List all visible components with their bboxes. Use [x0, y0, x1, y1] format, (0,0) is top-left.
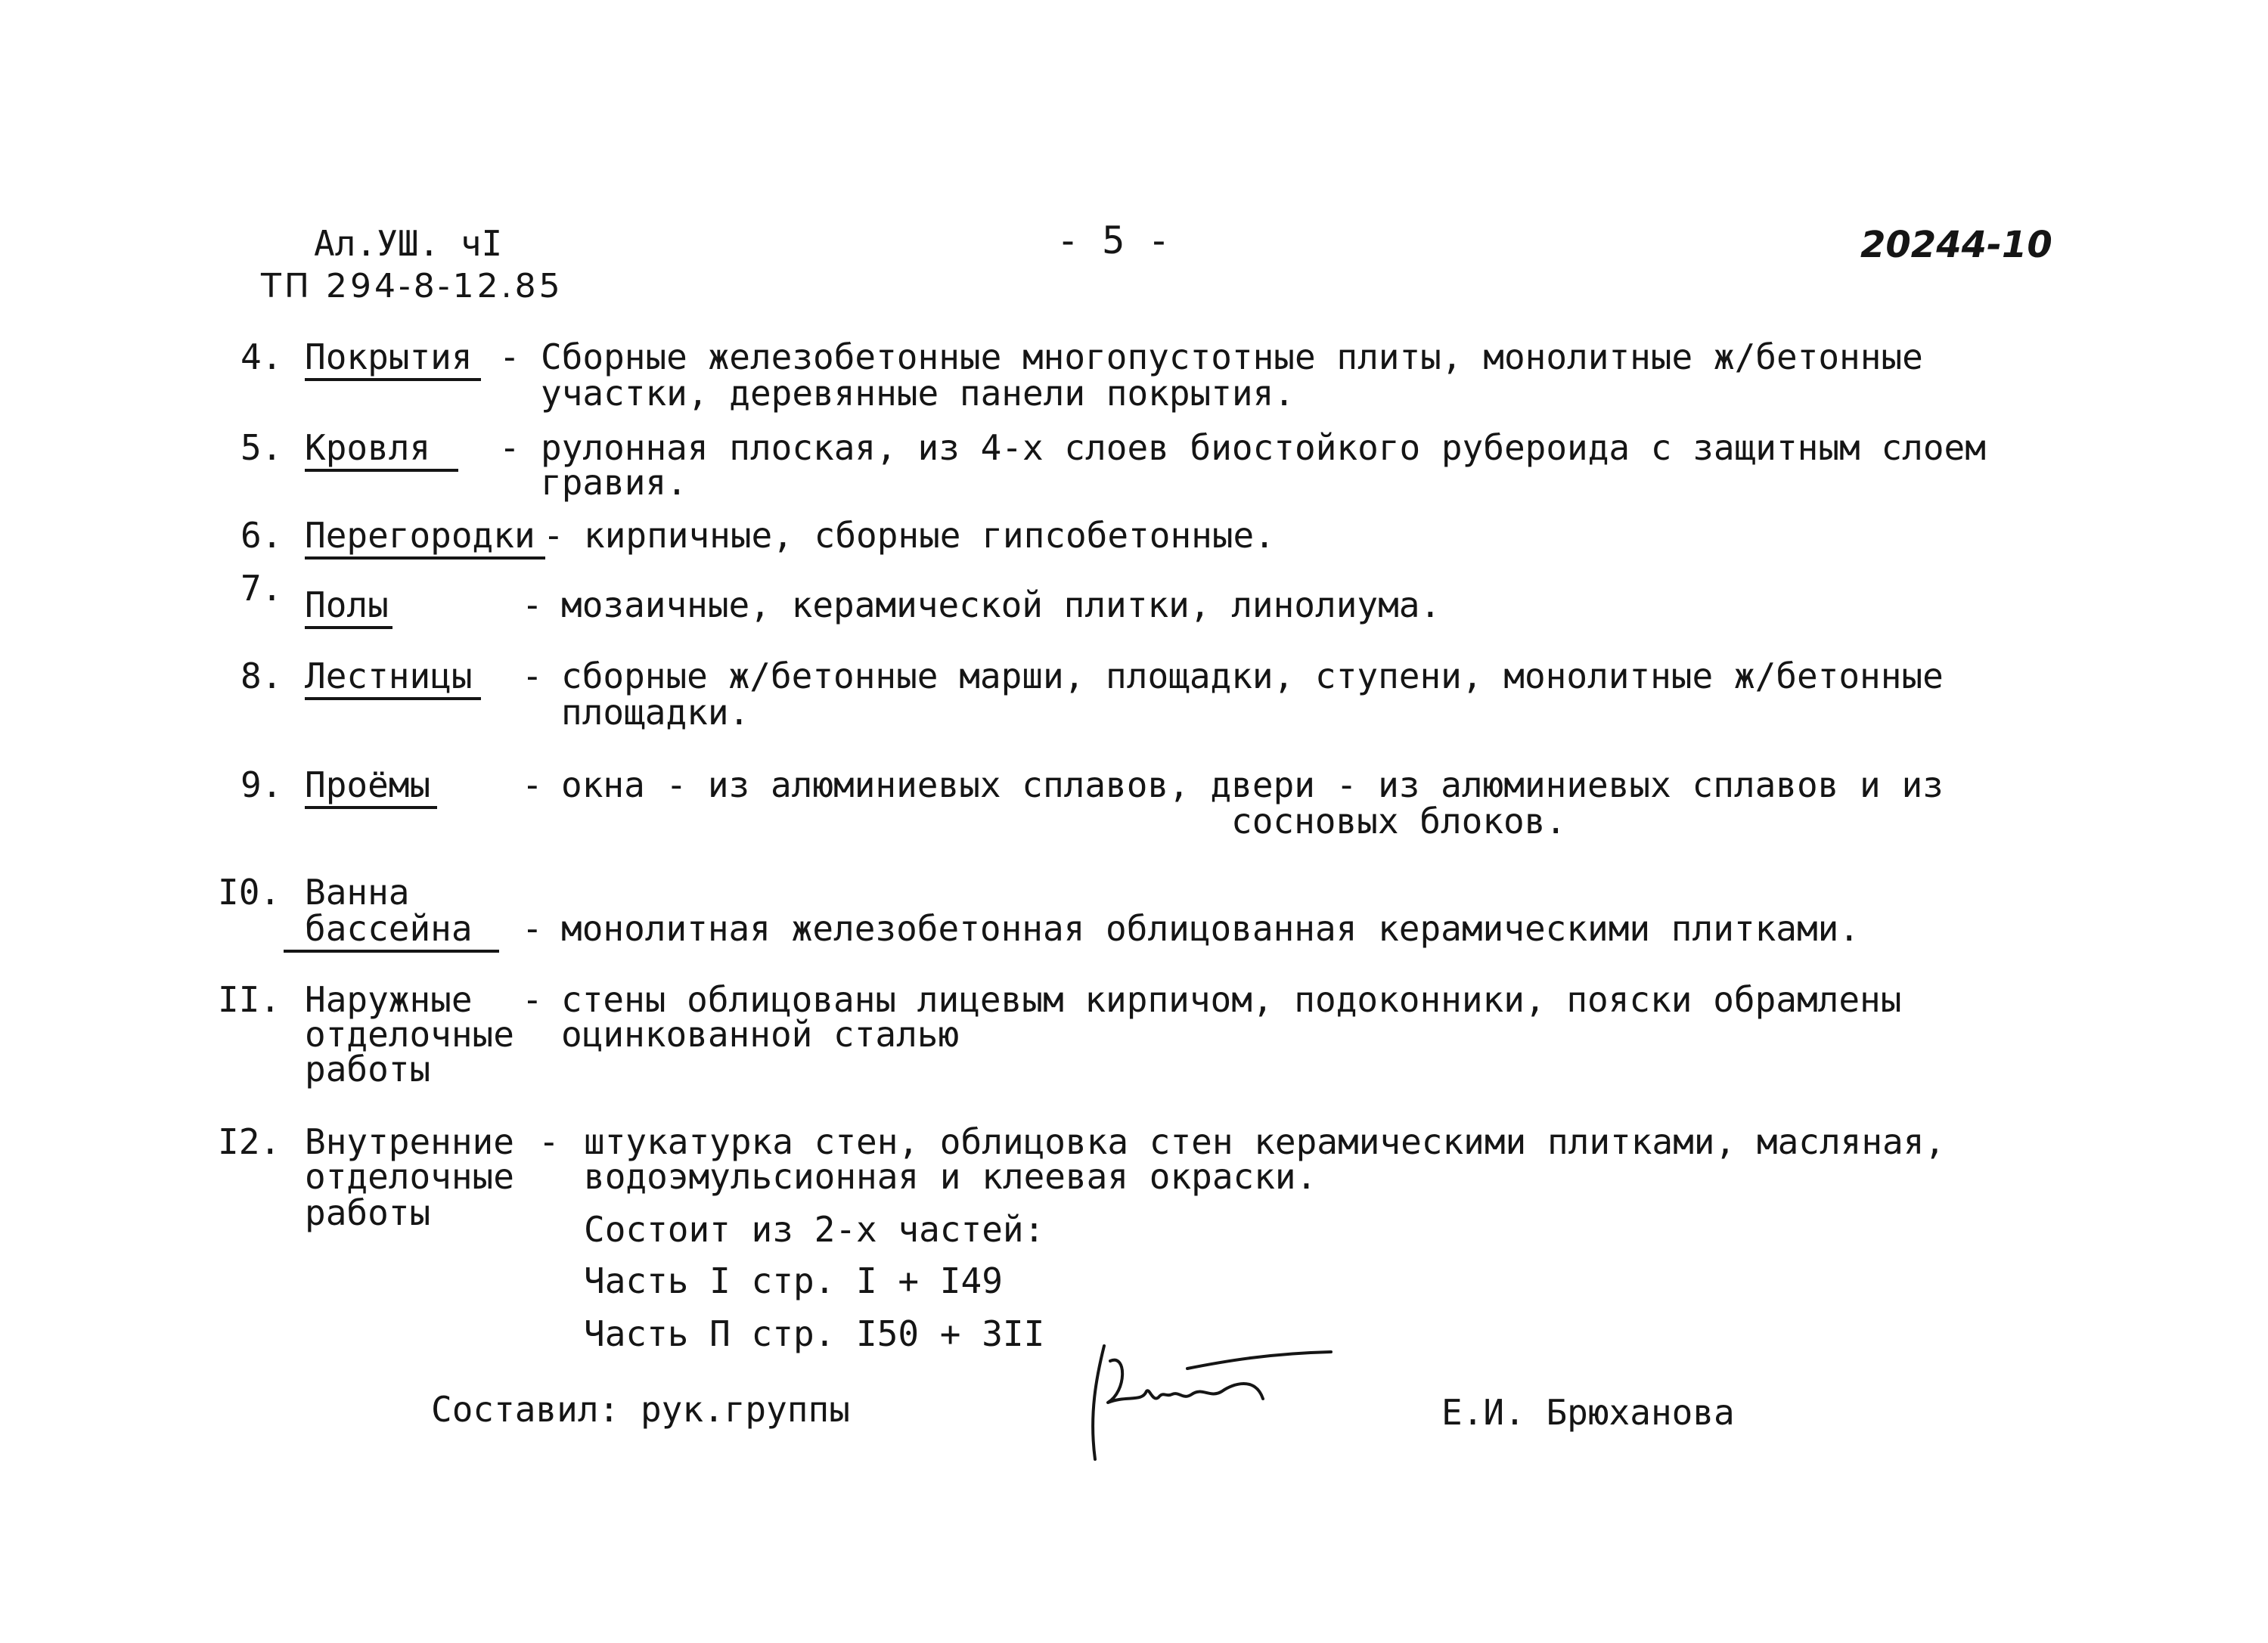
item-label: Кровля: [305, 427, 431, 468]
left-code: Ал.УШ. чI: [314, 223, 503, 264]
item-dash: -: [538, 1121, 560, 1162]
item-number: 4.: [240, 336, 283, 377]
item-label-line: работы: [305, 1049, 431, 1090]
item-label-line: бассейна: [305, 908, 473, 949]
label-underline: [305, 626, 392, 629]
item-text-line: участки, деревянные панели покрытия.: [541, 373, 1295, 414]
item-label-line: отделочные: [305, 1014, 514, 1055]
item-text-line: гравия.: [541, 462, 687, 503]
part-two: Часть П стр. I50 + 3II: [584, 1313, 1045, 1354]
item-dash: -: [522, 656, 543, 696]
label-underline: [305, 378, 481, 381]
signature: [1074, 1331, 1346, 1467]
item-label: Лестницы: [305, 656, 473, 696]
item-number: II.: [218, 979, 281, 1020]
item-text-line: мозаичные, керамической плитки, линолиума.: [561, 584, 1441, 625]
item-text-line: рулонная плоская, из 4-х слоев биостойкого рубероида с защитным слоем: [541, 427, 1986, 468]
label-underline: [305, 697, 481, 700]
page-number: - 5 -: [1056, 219, 1171, 262]
item-text-line: кирпичные, сборные гипсобетонные.: [584, 515, 1275, 556]
item-dash: -: [522, 979, 543, 1020]
item-text-line: сборные ж/бетонные марши, площадки, ступени, монолитные ж/бетонные: [561, 656, 1944, 696]
item-label-line: работы: [305, 1192, 431, 1233]
project-code: ТП 294-8-12.85: [261, 267, 563, 305]
label-underline: [284, 950, 499, 953]
compiler-name: Е.И. Брюханова: [1441, 1392, 1735, 1433]
item-label: Перегородки: [305, 515, 535, 556]
item-number: 8.: [240, 656, 283, 696]
item-number: I0.: [218, 872, 281, 913]
item-text-line: монолитная железобетонная облицованная керамическими плитками.: [561, 908, 1860, 949]
item-text-line: водоэмульсионная и клеевая окраски.: [584, 1156, 1317, 1197]
item-text-line: оцинкованной сталью: [561, 1014, 960, 1055]
item-label: Покрытия: [305, 336, 473, 377]
item-number: 7.: [240, 568, 283, 609]
part-one: Часть I стр. I + I49: [584, 1260, 1003, 1301]
item-dash: -: [522, 584, 543, 625]
item-dash: -: [543, 515, 564, 556]
label-underline: [305, 469, 458, 472]
item-label-line: Ванна: [305, 872, 410, 913]
item-label-line: отделочные: [305, 1156, 514, 1197]
parts-intro: Состоит из 2-х частей:: [584, 1209, 1045, 1250]
item-label: Проёмы: [305, 764, 431, 805]
item-label-line: Наружные: [305, 979, 473, 1020]
item-dash: -: [499, 336, 520, 377]
item-number: 9.: [240, 764, 283, 805]
item-text-line: штукатурка стен, облицовка стен керамическими плитками, масляная,: [584, 1121, 1946, 1162]
item-text-line: окна - из алюминиевых сплавов, двери - из алюминиевых сплавов и из: [561, 764, 1944, 805]
item-dash: -: [499, 427, 520, 468]
item-label: Полы: [305, 584, 389, 625]
document-number: 20244-10: [1860, 224, 2052, 266]
item-dash: -: [522, 764, 543, 805]
label-underline: [305, 556, 545, 560]
item-dash: -: [522, 908, 543, 949]
label-underline: [305, 806, 437, 809]
item-text-line: Сборные железобетонные многопустотные плиты, монолитные ж/бетонные: [541, 336, 1923, 377]
compiled-by-label: Составил: рук.группы: [431, 1389, 850, 1430]
item-text-line: стены облицованы лицевым кирпичом, подоконники, пояски обрамлены: [561, 979, 1902, 1020]
item-number: I2.: [218, 1121, 281, 1162]
item-text-line: сосновых блоков.: [1231, 801, 1567, 842]
item-text-line: площадки.: [561, 692, 750, 733]
item-label-line: Внутренние: [305, 1121, 514, 1162]
item-number: 5.: [240, 427, 283, 468]
item-number: 6.: [240, 515, 283, 556]
